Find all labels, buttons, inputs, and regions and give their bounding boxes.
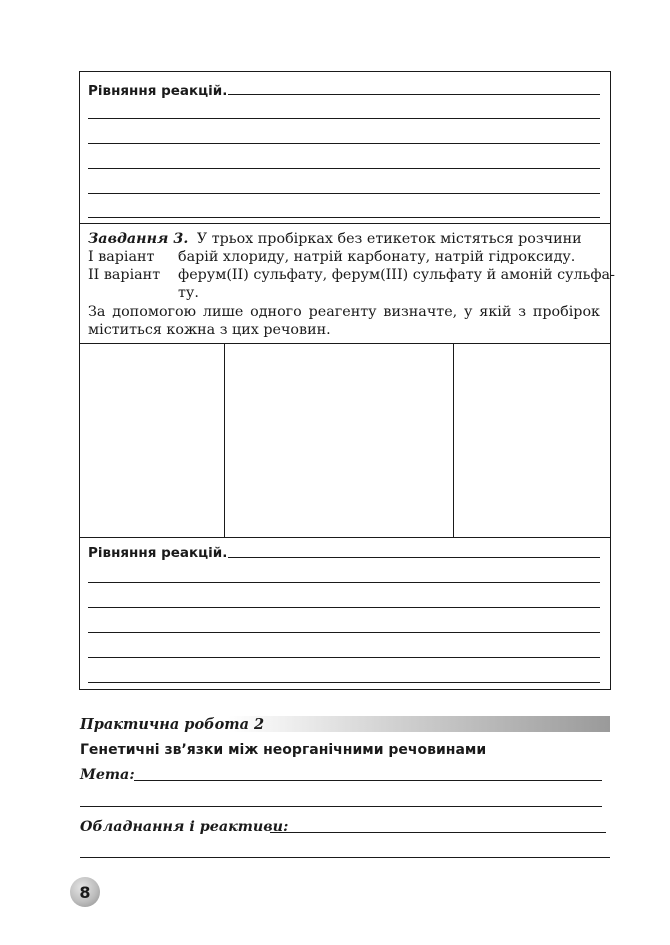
answer-line[interactable] (88, 118, 600, 119)
answer-line[interactable] (88, 607, 600, 608)
answer-line[interactable] (228, 557, 600, 558)
divider-table-bottom (79, 537, 611, 538)
equipment-answer-line[interactable] (270, 832, 606, 833)
variant2-label: II варіант (88, 267, 161, 283)
task3-instruction-line2: міститься кожна з цих речовин. (88, 322, 331, 338)
answer-line[interactable] (88, 217, 600, 218)
table-cell-2[interactable] (225, 344, 453, 536)
answer-line[interactable] (88, 143, 600, 144)
answer-line[interactable] (88, 582, 600, 583)
task3-label: Завдання 3. (88, 231, 189, 247)
answer-line[interactable] (88, 632, 600, 633)
goal-label: Мета: (80, 767, 135, 783)
equipment-label: Обладнання і реактиви: (80, 819, 289, 835)
task3-instruction-line1: За допомогою лише одного реагенту визначте, у якій з пробірок (88, 304, 600, 320)
equations-heading-1: Рівняння реакцій. (88, 83, 228, 99)
answer-line[interactable] (88, 168, 600, 169)
answer-line[interactable] (88, 657, 600, 658)
variant1-text: барій хлориду, натрій карбонату, натрій гідроксиду. (178, 249, 576, 265)
variant2-text-line2: ту. (178, 285, 199, 301)
goal-answer-line[interactable] (134, 780, 602, 781)
practical-topic: Генетичні зв’язки між неорганічними речовинами (80, 742, 487, 758)
practical-title: Практична робота 2 (80, 716, 265, 733)
equipment-answer-line[interactable] (80, 857, 610, 858)
task3-intro-line (88, 231, 582, 248)
answer-line[interactable] (88, 682, 600, 683)
goal-answer-line[interactable] (80, 806, 602, 807)
table-cell-1[interactable] (80, 344, 224, 536)
equations-heading-2: Рівняння реакцій. (88, 545, 228, 561)
divider-task3-top (79, 223, 611, 224)
task3-intro: У трьох пробірках без етикеток містяться розчини (196, 231, 582, 247)
table-cell-3[interactable] (454, 344, 610, 536)
answer-line[interactable] (88, 193, 600, 194)
page-number: 8 (79, 882, 91, 902)
answer-line[interactable] (228, 94, 600, 95)
variant2-text-line1: ферум(II) сульфату, ферум(III) сульфату й амоній сульфа- (178, 267, 615, 283)
page-number-badge (70, 877, 100, 907)
variant1-label: I варіант (88, 249, 155, 265)
